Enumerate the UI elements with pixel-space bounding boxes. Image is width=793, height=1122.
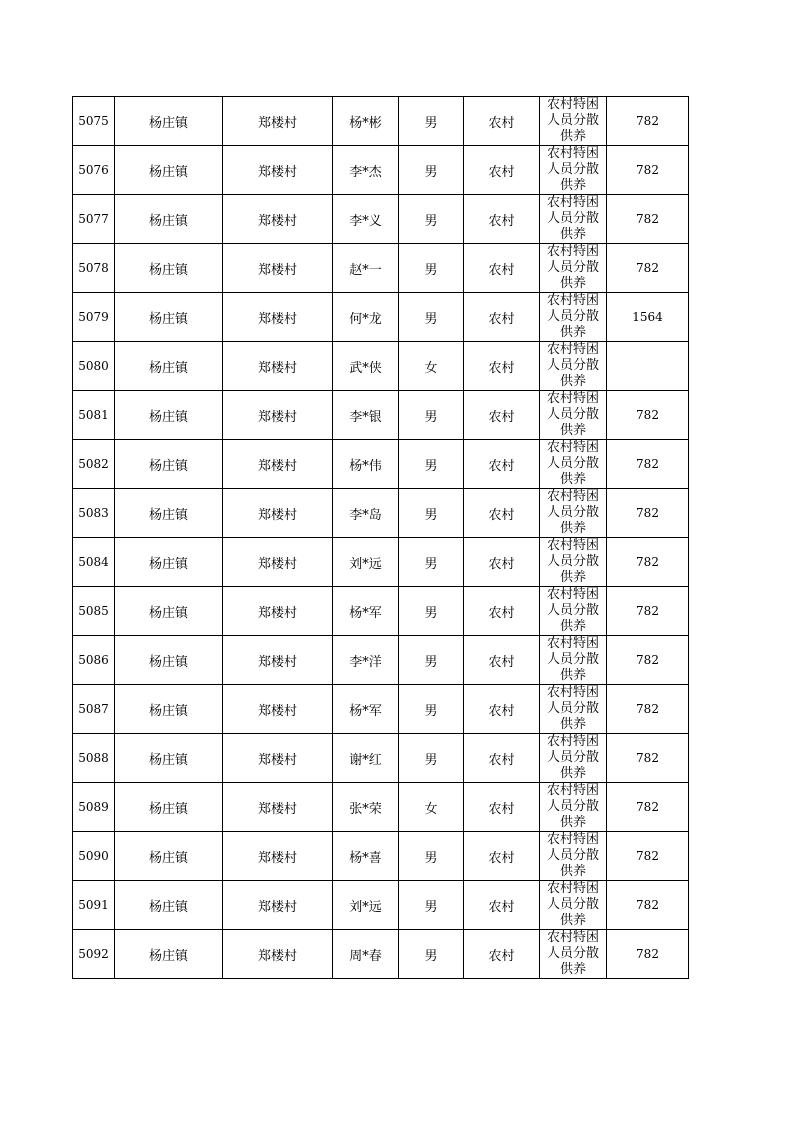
support-category-text: 农村特困人员分散供养 (546, 685, 599, 732)
town-cell: 杨庄镇 (115, 146, 223, 195)
person-name-cell: 杨*伟 (333, 440, 399, 489)
support-category-cell (540, 685, 607, 734)
gender-cell: 男 (399, 636, 464, 685)
person-name-cell: 杨*军 (333, 685, 399, 734)
support-category-text: 农村特困人员分散供养 (546, 244, 599, 291)
row-number-cell: 5091 (73, 881, 115, 930)
row-number-cell: 5083 (73, 489, 115, 538)
table-row (73, 244, 689, 293)
area-type-cell: 农村 (464, 97, 540, 146)
village-cell: 郑楼村 (223, 783, 333, 832)
table-row (73, 342, 689, 391)
gender-cell: 男 (399, 195, 464, 244)
amount-cell: 782 (607, 734, 689, 783)
amount-cell: 782 (607, 685, 689, 734)
support-category-text: 农村特困人员分散供养 (546, 636, 599, 683)
table-row (73, 391, 689, 440)
table-row (73, 587, 689, 636)
person-name-cell: 李*岛 (333, 489, 399, 538)
support-category-text: 农村特困人员分散供养 (546, 391, 599, 438)
row-number-cell: 5087 (73, 685, 115, 734)
row-number-cell: 5090 (73, 832, 115, 881)
table-row (73, 734, 689, 783)
row-number-cell: 5086 (73, 636, 115, 685)
support-category-cell (540, 342, 607, 391)
village-cell: 郑楼村 (223, 881, 333, 930)
row-number-cell: 5092 (73, 930, 115, 979)
gender-cell: 男 (399, 734, 464, 783)
village-cell: 郑楼村 (223, 832, 333, 881)
support-category-cell (540, 832, 607, 881)
area-type-cell: 农村 (464, 440, 540, 489)
town-cell: 杨庄镇 (115, 636, 223, 685)
gender-cell: 男 (399, 489, 464, 538)
gender-cell: 男 (399, 293, 464, 342)
town-cell: 杨庄镇 (115, 538, 223, 587)
table-row (73, 685, 689, 734)
row-number-cell: 5077 (73, 195, 115, 244)
village-cell: 郑楼村 (223, 195, 333, 244)
table-row (73, 97, 689, 146)
table-body (73, 97, 689, 979)
support-category-cell (540, 440, 607, 489)
town-cell: 杨庄镇 (115, 489, 223, 538)
table-row (73, 783, 689, 832)
area-type-cell: 农村 (464, 881, 540, 930)
area-type-cell: 农村 (464, 636, 540, 685)
amount-cell: 782 (607, 244, 689, 293)
table-row (73, 146, 689, 195)
gender-cell: 男 (399, 391, 464, 440)
town-cell: 杨庄镇 (115, 342, 223, 391)
gender-cell: 男 (399, 440, 464, 489)
town-cell: 杨庄镇 (115, 97, 223, 146)
area-type-cell: 农村 (464, 195, 540, 244)
table-row (73, 881, 689, 930)
person-name-cell: 武*侠 (333, 342, 399, 391)
person-name-cell: 杨*喜 (333, 832, 399, 881)
area-type-cell: 农村 (464, 342, 540, 391)
village-cell: 郑楼村 (223, 342, 333, 391)
person-name-cell: 张*荣 (333, 783, 399, 832)
village-cell: 郑楼村 (223, 293, 333, 342)
support-category-text: 农村特困人员分散供养 (546, 293, 599, 340)
support-category-text: 农村特困人员分散供养 (546, 440, 599, 487)
support-category-text: 农村特困人员分散供养 (546, 587, 599, 634)
gender-cell: 男 (399, 881, 464, 930)
town-cell: 杨庄镇 (115, 587, 223, 636)
person-name-cell: 李*义 (333, 195, 399, 244)
gender-cell: 女 (399, 783, 464, 832)
village-cell: 郑楼村 (223, 636, 333, 685)
row-number-cell: 5080 (73, 342, 115, 391)
person-name-cell: 谢*红 (333, 734, 399, 783)
town-cell: 杨庄镇 (115, 734, 223, 783)
person-name-cell: 刘*远 (333, 538, 399, 587)
row-number-cell: 5081 (73, 391, 115, 440)
row-number-cell: 5089 (73, 783, 115, 832)
gender-cell: 男 (399, 146, 464, 195)
row-number-cell: 5082 (73, 440, 115, 489)
person-name-cell: 何*龙 (333, 293, 399, 342)
support-category-cell (540, 587, 607, 636)
area-type-cell: 农村 (464, 685, 540, 734)
village-cell: 郑楼村 (223, 97, 333, 146)
support-category-text: 农村特困人员分散供养 (546, 97, 599, 144)
town-cell: 杨庄镇 (115, 930, 223, 979)
village-cell: 郑楼村 (223, 489, 333, 538)
village-cell: 郑楼村 (223, 685, 333, 734)
support-category-cell (540, 783, 607, 832)
gender-cell: 男 (399, 97, 464, 146)
table-row (73, 440, 689, 489)
village-cell: 郑楼村 (223, 440, 333, 489)
support-category-text: 农村特困人员分散供养 (546, 783, 599, 830)
support-category-cell (540, 930, 607, 979)
beneficiary-table (72, 96, 689, 979)
village-cell: 郑楼村 (223, 587, 333, 636)
amount-cell: 1564 (607, 293, 689, 342)
support-category-cell (540, 195, 607, 244)
table-row (73, 195, 689, 244)
support-category-cell (540, 881, 607, 930)
gender-cell: 男 (399, 538, 464, 587)
town-cell: 杨庄镇 (115, 832, 223, 881)
area-type-cell: 农村 (464, 293, 540, 342)
area-type-cell: 农村 (464, 832, 540, 881)
area-type-cell: 农村 (464, 391, 540, 440)
person-name-cell: 杨*彬 (333, 97, 399, 146)
support-category-cell (540, 636, 607, 685)
support-category-cell (540, 734, 607, 783)
town-cell: 杨庄镇 (115, 195, 223, 244)
town-cell: 杨庄镇 (115, 244, 223, 293)
support-category-cell (540, 146, 607, 195)
amount-cell: 782 (607, 881, 689, 930)
person-name-cell: 周*春 (333, 930, 399, 979)
row-number-cell: 5078 (73, 244, 115, 293)
area-type-cell: 农村 (464, 538, 540, 587)
amount-cell: 782 (607, 146, 689, 195)
row-number-cell: 5076 (73, 146, 115, 195)
gender-cell: 女 (399, 342, 464, 391)
support-category-cell (540, 391, 607, 440)
table-row (73, 832, 689, 881)
person-name-cell: 李*洋 (333, 636, 399, 685)
town-cell: 杨庄镇 (115, 293, 223, 342)
amount-cell: 782 (607, 832, 689, 881)
amount-cell: 782 (607, 538, 689, 587)
gender-cell: 男 (399, 930, 464, 979)
support-category-text: 农村特困人员分散供养 (546, 930, 599, 977)
support-category-text: 农村特困人员分散供养 (546, 832, 599, 879)
table-row (73, 636, 689, 685)
support-category-cell (540, 97, 607, 146)
support-category-text: 农村特困人员分散供养 (546, 195, 599, 242)
support-category-cell (540, 244, 607, 293)
row-number-cell: 5079 (73, 293, 115, 342)
area-type-cell: 农村 (464, 930, 540, 979)
town-cell: 杨庄镇 (115, 685, 223, 734)
row-number-cell: 5088 (73, 734, 115, 783)
area-type-cell: 农村 (464, 489, 540, 538)
gender-cell: 男 (399, 685, 464, 734)
person-name-cell: 李*杰 (333, 146, 399, 195)
person-name-cell: 刘*远 (333, 881, 399, 930)
support-category-text: 农村特困人员分散供养 (546, 342, 599, 389)
support-category-text: 农村特困人员分散供养 (546, 538, 599, 585)
support-category-text: 农村特困人员分散供养 (546, 146, 599, 193)
row-number-cell: 5084 (73, 538, 115, 587)
town-cell: 杨庄镇 (115, 391, 223, 440)
amount-cell: 782 (607, 636, 689, 685)
village-cell: 郑楼村 (223, 244, 333, 293)
village-cell: 郑楼村 (223, 734, 333, 783)
area-type-cell: 农村 (464, 244, 540, 293)
table-row (73, 538, 689, 587)
table-row (73, 293, 689, 342)
person-name-cell: 李*银 (333, 391, 399, 440)
area-type-cell: 农村 (464, 587, 540, 636)
village-cell: 郑楼村 (223, 930, 333, 979)
amount-cell (607, 342, 689, 391)
amount-cell: 782 (607, 930, 689, 979)
table-row (73, 930, 689, 979)
village-cell: 郑楼村 (223, 146, 333, 195)
village-cell: 郑楼村 (223, 538, 333, 587)
amount-cell: 782 (607, 587, 689, 636)
amount-cell: 782 (607, 783, 689, 832)
amount-cell: 782 (607, 97, 689, 146)
amount-cell: 782 (607, 440, 689, 489)
table-row (73, 489, 689, 538)
gender-cell: 男 (399, 832, 464, 881)
amount-cell: 782 (607, 391, 689, 440)
support-category-text: 农村特困人员分散供养 (546, 489, 599, 536)
area-type-cell: 农村 (464, 783, 540, 832)
person-name-cell: 赵*一 (333, 244, 399, 293)
support-category-cell (540, 293, 607, 342)
row-number-cell: 5075 (73, 97, 115, 146)
support-category-text: 农村特困人员分散供养 (546, 734, 599, 781)
amount-cell: 782 (607, 489, 689, 538)
row-number-cell: 5085 (73, 587, 115, 636)
gender-cell: 男 (399, 587, 464, 636)
village-cell: 郑楼村 (223, 391, 333, 440)
support-category-cell (540, 489, 607, 538)
support-category-text: 农村特困人员分散供养 (546, 881, 599, 928)
town-cell: 杨庄镇 (115, 783, 223, 832)
area-type-cell: 农村 (464, 734, 540, 783)
town-cell: 杨庄镇 (115, 440, 223, 489)
support-category-cell (540, 538, 607, 587)
area-type-cell: 农村 (464, 146, 540, 195)
amount-cell: 782 (607, 195, 689, 244)
gender-cell: 男 (399, 244, 464, 293)
person-name-cell: 杨*军 (333, 587, 399, 636)
town-cell: 杨庄镇 (115, 881, 223, 930)
